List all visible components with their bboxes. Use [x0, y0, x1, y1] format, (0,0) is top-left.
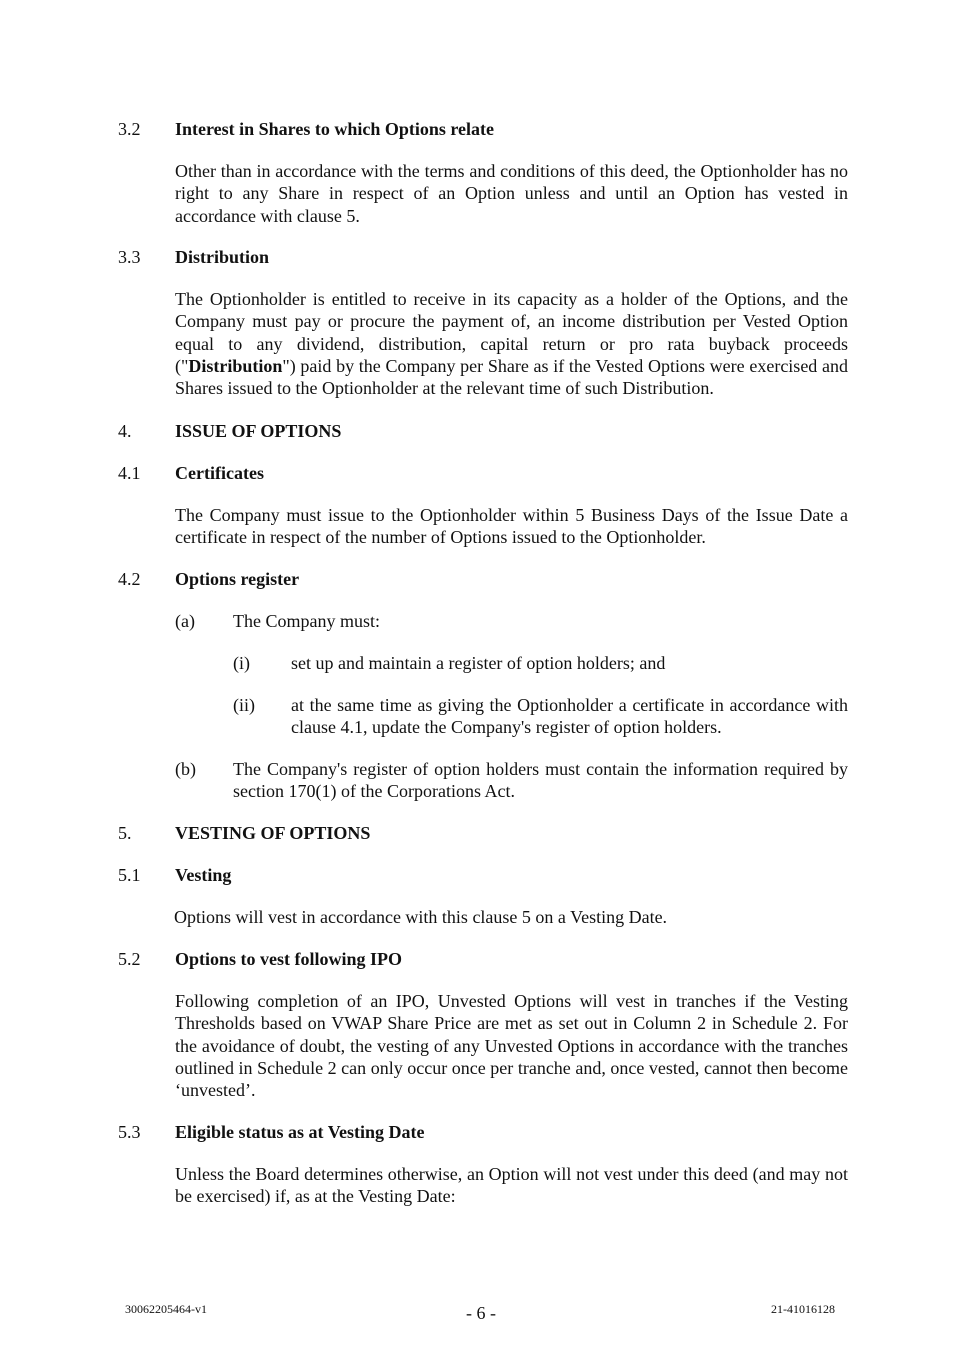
defined-term-distribution: Distribution [188, 355, 283, 376]
clause-5-3-number: 5.3 [118, 1122, 141, 1142]
clause-3-3-heading: Distribution [175, 247, 270, 267]
clause-4-2-a-i-label: (i) [233, 653, 250, 673]
section-5-number: 5. [118, 823, 132, 843]
clause-4-1-number: 4.1 [118, 463, 141, 483]
clause-5-1-heading: Vesting [175, 865, 232, 885]
clause-5-3-text: Unless the Board determines otherwise, an Option will not vest under this deed (and may not be exercised) if, as at the Vesting Date: [175, 1164, 848, 1207]
clause-4-1-heading: Certificates [175, 463, 264, 483]
clause-4-2-b-label: (b) [175, 759, 196, 779]
clause-4-1-text: The Company must issue to the Optionholder within 5 Business Days of the Issue Date a certificate in respect of the number of Options issued to the Optionholder. [175, 505, 848, 548]
section-4-heading: ISSUE OF OPTIONS [175, 421, 342, 441]
clause-3-3-text-before: The Optionholder is entitled to receive in its capacity as a holder of the Options, and the Company must pay or procure the payment of, an income distribution per Vested Option equal to any dividend, distribution, capital return or pro rata buyback proceeds (" [175, 289, 848, 376]
clause-5-1-text: Options will vest in accordance with this clause 5 on a Vesting Date. [174, 907, 668, 927]
section-5-heading: VESTING OF OPTIONS [175, 823, 371, 843]
clause-4-2-number: 4.2 [118, 569, 141, 589]
clause-4-2-a-i-text: set up and maintain a register of option holders; and [291, 653, 666, 673]
footer-reference: 21-41016128 [771, 1302, 835, 1316]
clause-5-3-heading: Eligible status as at Vesting Date [175, 1122, 425, 1142]
clause-3-3-number: 3.3 [118, 247, 141, 267]
clause-5-1-number: 5.1 [118, 865, 141, 885]
clause-5-2-text: Following completion of an IPO, Unvested Options will vest in tranches if the Vesting Thresholds based on VWAP Share Price are met as set out in Column 2 in Schedule 2. For the avoidance of doubt, the vesting of any Unvested Options in accordance with the tranches outlined in Schedule 2 can only occur once per tranche and, once vested, cannot then become ‘unvested’. [175, 991, 848, 1101]
clause-3-2-heading: Interest in Shares to which Options relate [175, 119, 495, 139]
clause-3-2-text: Other than in accordance with the terms and conditions of this deed, the Optionholder has no right to any Share in respect of an Option unless and until an Option has vested in accordance with clause 5. [175, 161, 848, 226]
clause-3-3-text-after: ") paid by the Company per Share as if the Vested Options were exercised and Shares issued to the Optionholder at the relevant time of such Distribution. [175, 355, 848, 399]
clause-4-2-a-ii-text: at the same time as giving the Optionholder a certificate in accordance with clause 4.1, update the Company's register of option holders. [291, 695, 848, 738]
clause-4-2-a-text: The Company must: [233, 611, 380, 631]
clause-4-2-b-text: The Company's register of option holders must contain the information required by section 170(1) of the Corporations Act. [233, 759, 848, 802]
clause-5-2-number: 5.2 [118, 949, 141, 969]
clause-5-2-heading: Options to vest following IPO [175, 949, 403, 969]
clause-3-3-text [175, 288, 848, 399]
clause-4-2-a-label: (a) [175, 611, 195, 631]
clause-3-2-number: 3.2 [118, 119, 141, 139]
footer-document-id: 30062205464-v1 [125, 1302, 207, 1316]
clause-4-2-heading: Options register [175, 569, 300, 589]
clause-4-2-a-ii-label: (ii) [233, 695, 255, 715]
footer-page-number: - 6 - [466, 1303, 496, 1323]
section-4-number: 4. [118, 421, 132, 441]
